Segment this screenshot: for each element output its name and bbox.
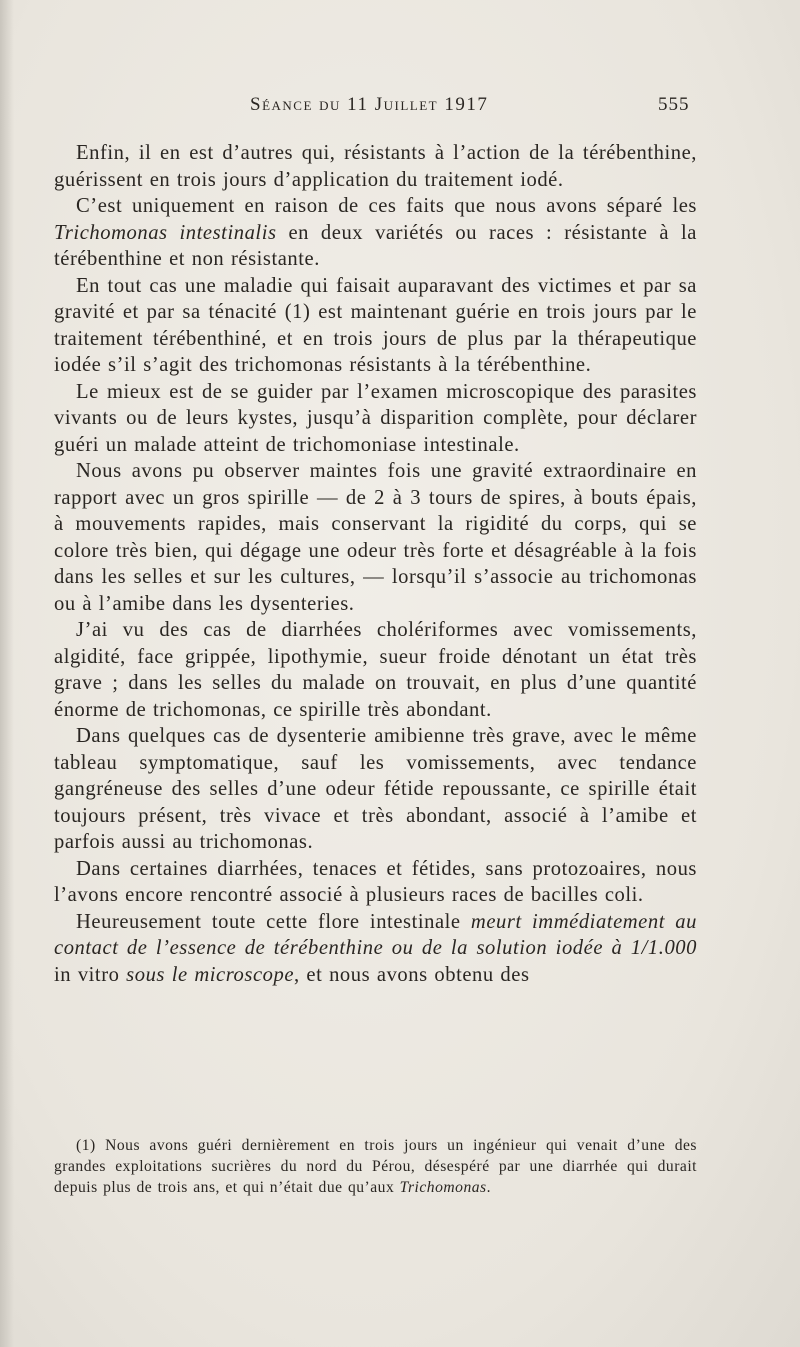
paragraph-9-italic: meurt immédiatement au contact de l’essence de térébenthine ou de la solution iodée à 1/1.000 [54,910,697,959]
paragraph-7 [54,723,697,856]
page-number: 555 [658,94,690,115]
paragraph-2-text-before: C’est uniquement en raison de ces faits que nous avons séparé les [76,195,697,217]
body-text [54,140,697,988]
paragraph-2 [54,193,697,273]
paragraph-9-text-middle: in vitro [54,963,127,986]
paragraph-4 [54,379,697,459]
paragraph-8 [54,856,697,909]
paragraph-1 [54,140,697,193]
paragraph-1-text: Enfin, il en est d’autres qui, résistants à l’action de la térébenthine, guérissent en trois jours d’application du traitement iodé. [54,142,697,191]
paragraph-9-text-before: Heureusement toute cette flore intestinale [76,910,471,933]
footnote-1-text-before: (1) Nous avons guéri dernièrement en trois jours un ingénieur qui venait d’une des grandes exploitations sucrières du nord du Pérou, désespéré par une diarrhée qui durait depuis plus de trois ans, et qui n’était due qu’aux [54,1137,697,1196]
paragraph-9-italic-2: sous le microscope [126,963,295,986]
paragraph-3-text: En tout cas une maladie qui faisait auparavant des victimes et par sa gravité et par sa ténacité (1) est maintenant guérie en trois jours par le traitement térébenthiné, et en trois jours de plus par la thérapeutique iodée s’il s’agit des trichomonas résistants à la térébenthine. [54,274,697,376]
paragraph-9 [54,909,697,989]
binding-shadow [0,0,14,1347]
paragraph-5-text: Nous avons pu observer maintes fois une gravité extraordinaire en rapport avec un gros spirille — de 2 à 3 tours de spires, à bouts épais, à mouvements rapides, mais conservant la rigidité du corps, qui se colore très bien, qui dégage une odeur très forte et désagréable à la fois dans les selles et sur les cultures, — lorsqu’il s’associe au trichomonas ou à l’amibe dans les dysenteries. [54,460,697,615]
footnotes [54,1135,697,1198]
paragraph-8-text: Dans certaines diarrhées, tenaces et fétides, sans protozoaires, nous l’avons encore rencontré associé à plusieurs races de bacilles coli. [54,857,697,906]
paragraph-2-text-after: en deux variétés ou races : résistante à la térébenthine et non résistante. [54,221,697,270]
paragraph-5 [54,458,697,617]
running-head [0,94,800,124]
footnote-1-text-after: . [486,1179,492,1196]
paragraph-7-text: Dans quelques cas de dysenterie amibienne très grave, avec le même tableau symptomatique, sauf les vomissements, avec tendance gangréneuse des selles d’une odeur fétide repoussante, ce spirille était toujours présent, très vivace et très abondant, associé à l’amibe et parfois aussi au trichomonas. [54,725,697,853]
running-title: Séance du 11 Juillet 1917 [250,94,489,115]
paragraph-9-text-after: , et nous avons obtenu des [294,963,530,986]
footnote-1 [54,1135,697,1198]
paragraph-6 [54,617,697,723]
paragraph-6-text: J’ai vu des cas de diarrhées cholériformes avec vomissements, algidité, face grippée, lipothymie, sueur froide dénotant un état très grave ; dans les selles du malade on trouvait, en plus d’une quantité énorme de trichomonas, ce spirille très abondant. [54,619,697,721]
footnote-1-italic: Trichomonas [399,1179,487,1196]
paragraph-4-text: Le mieux est de se guider par l’examen microscopique des parasites vivants ou de leurs kystes, jusqu’à disparition complète, pour déclarer guéri un malade atteint de trichomoniase intestinale. [54,380,697,456]
paragraph-3 [54,273,697,379]
paragraph-2-italic: Trichomonas intestinalis [54,221,277,244]
